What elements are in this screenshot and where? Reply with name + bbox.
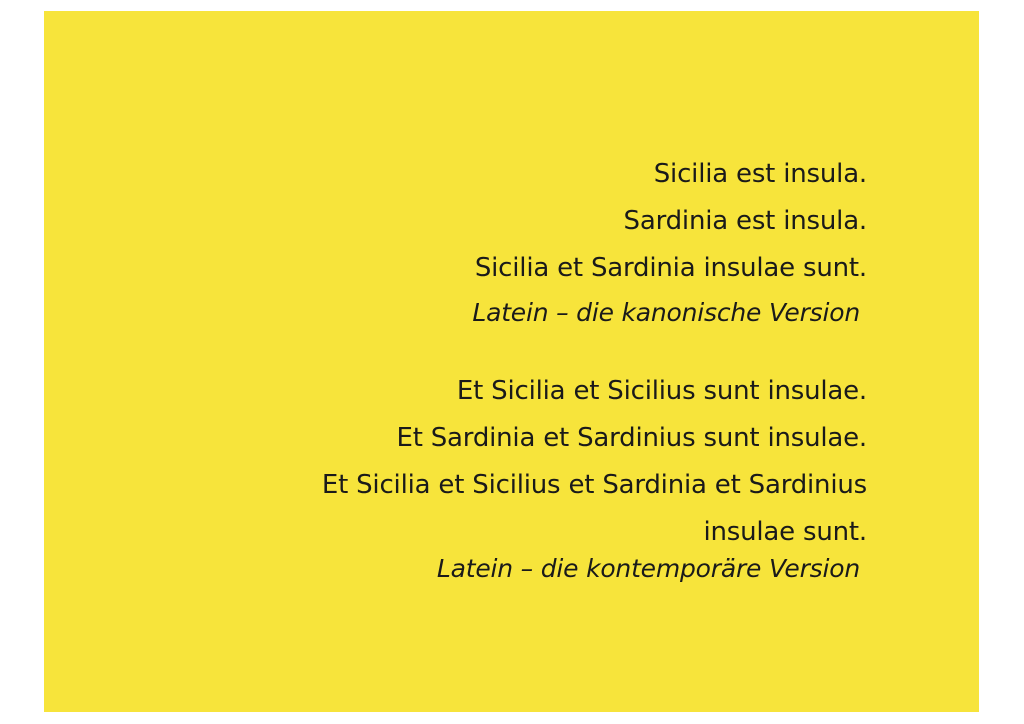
contemporary-line-2: Et Sardinia et Sardinius sunt insulae. [396, 423, 867, 453]
contemporary-line-1: Et Sicilia et Sicilius sunt insulae. [456, 376, 867, 406]
canonical-line-1: Sicilia est insula. [653, 159, 867, 189]
contemporary-caption-block [437, 554, 860, 584]
contemporary-caption: Latein – die kontemporäre Version [436, 554, 860, 583]
contemporary-latin-text [322, 368, 867, 556]
canonical-latin-text [475, 151, 867, 292]
canonical-caption-block [472, 298, 860, 328]
contemporary-line-3: Et Sicilia et Sicilius et Sardinia et Sardinius [321, 470, 867, 500]
contemporary-line-4: insulae sunt. [703, 517, 867, 547]
canonical-caption: Latein – die kanonische Version [472, 298, 860, 327]
canonical-line-2: Sardinia est insula. [623, 206, 867, 236]
canonical-line-3: Sicilia et Sardinia insulae sunt. [474, 253, 867, 283]
yellow-panel [44, 11, 979, 712]
